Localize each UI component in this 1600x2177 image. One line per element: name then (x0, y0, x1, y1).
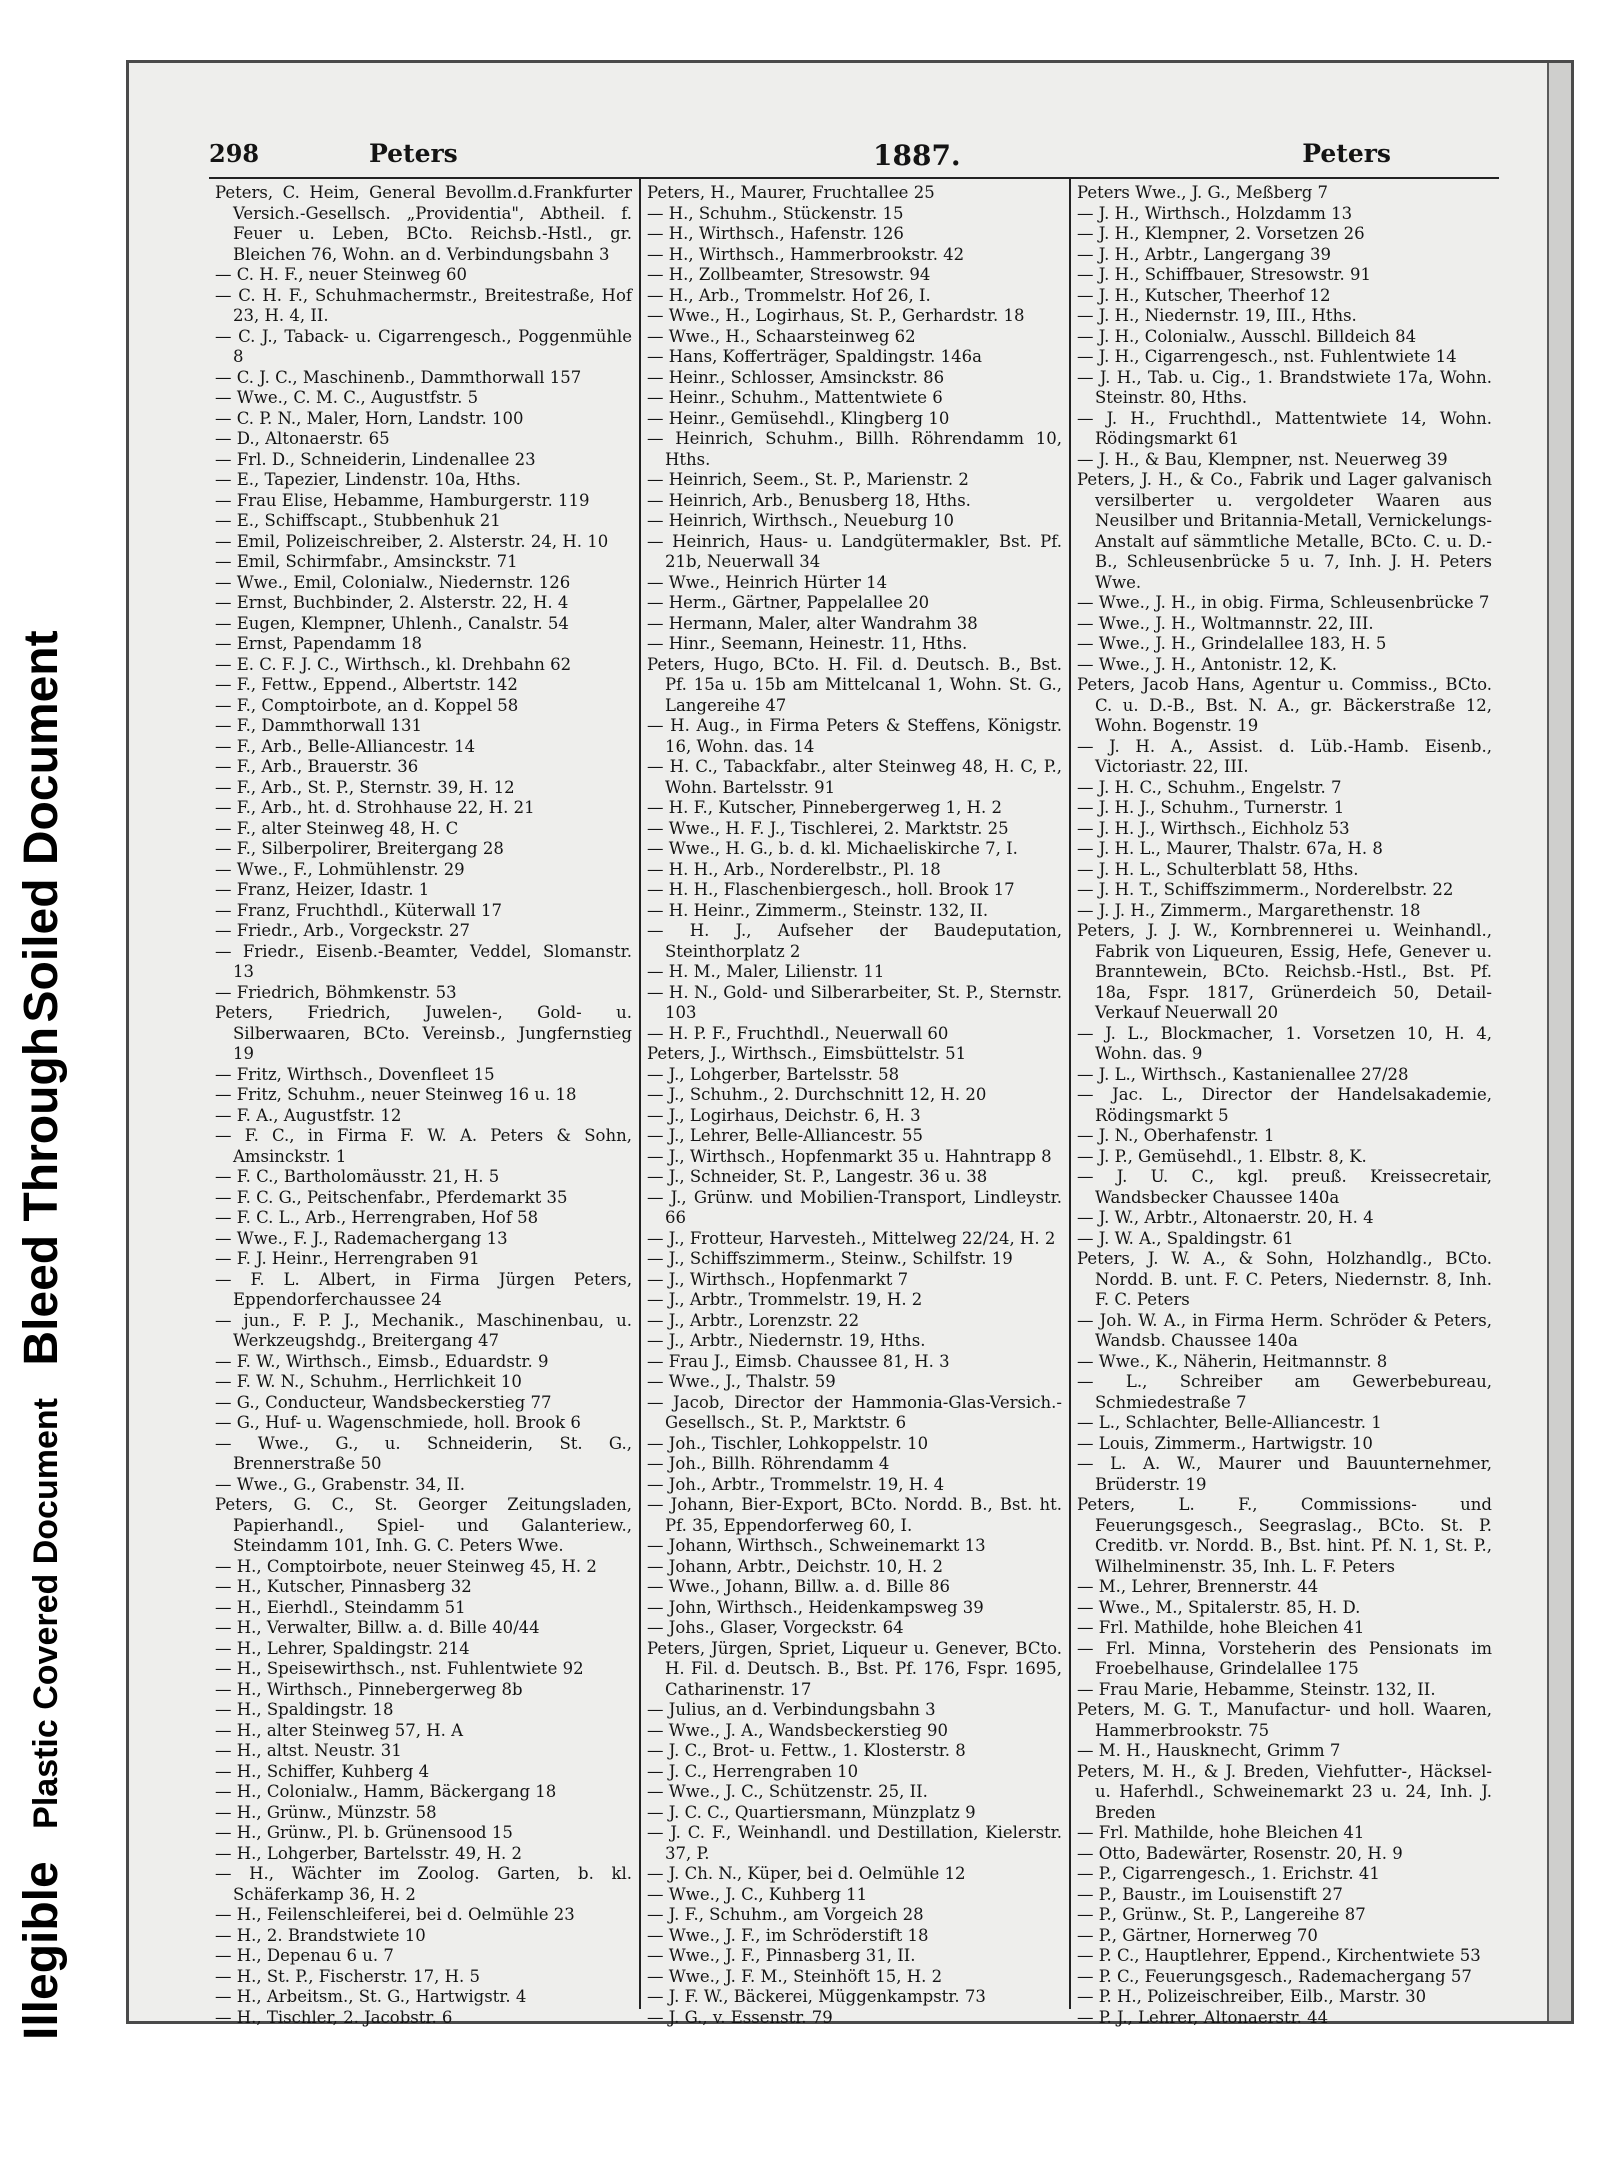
directory-entry: — H., Grünw., Münzstr. 58 (215, 1802, 437, 1822)
directory-entry: — Herm., Gärtner, Pappelallee 20 (647, 593, 930, 612)
directory-entry: — Ernst, Papendamm 18 (215, 634, 422, 653)
directory-entry: — H., Schiffer, Kuhberg 4 (215, 1761, 430, 1781)
directory-entry: — Wwe., Emil, Colonialw., Niedernstr. 126 (215, 572, 571, 592)
directory-entry: — F., Dammthorwall 131 (215, 716, 423, 735)
directory-entry: — J. C., Herrengraben 10 (647, 1761, 859, 1781)
directory-entry: — P., Gärtner, Hornerweg 70 (1077, 1925, 1318, 1945)
directory-entry: Peters, C. Heim, General Bevollm.d.Frankfurter Versich.-Gesellsch. „Providentia", Abtheil. f. Feuer u. Leben, BCto. Reichsb.-Hstl., gr. Bleichen 76, Wohn. an d. Verbindungsbahn 3 (215, 183, 632, 264)
directory-entry: — Joh., Arbtr., Trommelstr. 19, H. 4 (647, 1474, 945, 1494)
directory-entry: — Wwe., M., Spitalerstr. 85, H. D. (1077, 1597, 1361, 1617)
directory-entry: — J., Wirthsch., Hopfenmarkt 7 (647, 1269, 909, 1289)
directory-entry: — H., Wächter im Zoolog. Garten, b. kl. Schäferkamp 36, H. 2 (215, 1864, 632, 1904)
directory-entry: — Wwe., J., Thalstr. 59 (647, 1372, 836, 1391)
directory-entry: — J., Schiffszimmerm., Steinw., Schilfstr. 19 (647, 1249, 1013, 1268)
directory-entry: — M. H., Hausknecht, Grimm 7 (1077, 1741, 1341, 1760)
directory-entry: — H., Feilenschleiferei, bei d. Oelmühle 23 (215, 1905, 575, 1924)
directory-entry: — J., Lohgerber, Bartelsstr. 58 (647, 1064, 900, 1084)
directory-entry: — P., Baustr., im Louisenstift 27 (1077, 1884, 1343, 1904)
directory-entry: — L., Schreiber am Gewerbebureau, Schmiedestraße 7 (1077, 1372, 1492, 1412)
directory-entry: — Frl. Minna, Vorsteherin des Pensionats im Froebelhause, Grindelallee 175 (1077, 1638, 1492, 1678)
directory-entry: — Wwe., Heinrich Hürter 14 (647, 572, 888, 592)
directory-entry: — P. J., Lehrer, Altonaerstr. 44 (1077, 2007, 1329, 2027)
directory-entry: — Joh. W. A., in Firma Herm. Schröder & Peters, Wandsb. Chaussee 140a (1077, 1310, 1492, 1350)
directory-entry: — F. C. G., Peitschenfabr., Pferdemarkt 35 (215, 1187, 568, 1207)
directory-entry: — F. A., Augustfstr. 12 (215, 1105, 402, 1125)
directory-entry: — Wwe., J. F., Pinnasberg 31, II. (647, 1946, 916, 1965)
directory-entry: — J., Arbtr., Niedernstr. 19, Hths. (647, 1331, 926, 1350)
directory-entry: — J. L., Wirthsch., Kastanienallee 27/28 (1077, 1064, 1409, 1084)
directory-entry: — Heinr., Gemüsehdl., Klingberg 10 (647, 408, 950, 428)
directory-entry: — Emil, Schirmfabr., Amsinckstr. 71 (215, 552, 518, 571)
directory-entry: — J. H. L., Schulterblatt 58, Hths. (1077, 859, 1359, 879)
side-stamp (0, 0, 118, 2177)
directory-entry: — F. C., in Firma F. W. A. Peters & Sohn, Amsinckstr. 1 (215, 1126, 632, 1166)
directory-entry: — J., Logirhaus, Deichstr. 6, H. 3 (647, 1105, 921, 1125)
directory-entry: — F., Arb., St. P., Sternstr. 39, H. 12 (215, 777, 515, 797)
right-keyword: Peters (1302, 139, 1391, 168)
directory-entry: — Heinrich, Seem., St. P., Marienstr. 2 (647, 470, 969, 489)
directory-entry: — H., Lehrer, Spaldingstr. 214 (215, 1638, 470, 1658)
directory-entry: — Friedr., Arb., Vorgeckstr. 27 (215, 921, 471, 940)
directory-entry: — H. P. F., Fruchthdl., Neuerwall 60 (647, 1023, 949, 1043)
directory-entry: — H., 2. Brandstwiete 10 (215, 1925, 426, 1945)
directory-entry: — Otto, Badewärter, Rosenstr. 20, H. 9 (1077, 1843, 1403, 1863)
stamp-illegible: Illegible (15, 1861, 68, 2040)
directory-entry: Peters, G. C., St. Georger Zeitungsladen, Papierhandl., Spiel- und Galanteriew., Steindamm 101, Inh. G. C. Peters Wwe. (215, 1495, 632, 1555)
directory-entry: — J. H., Kutscher, Theerhof 12 (1077, 285, 1331, 305)
column-left (209, 179, 639, 2027)
directory-entry: — Heinrich, Haus- u. Landgütermakler, Bst. Pf. 21b, Neuerwall 34 (647, 531, 1062, 571)
directory-entry: — E. C. F. J. C., Wirthsch., kl. Drehbahn 62 (215, 654, 572, 674)
directory-entry: — H. H., Arb., Norderelbstr., Pl. 18 (647, 859, 941, 879)
directory-entry: — Frl. Mathilde, hohe Bleichen 41 (1077, 1823, 1365, 1842)
directory-entry: — Heinrich, Schuhm., Billh. Röhrendamm 10, Hths. (647, 429, 1062, 469)
directory-entry: — F. W., Wirthsch., Eimsb., Eduardstr. 9 (215, 1351, 549, 1371)
directory-entry: — P. C., Hauptlehrer, Eppend., Kirchentwiete 53 (1077, 1946, 1481, 1965)
directory-entry: — Emil, Polizeischreiber, 2. Alsterstr. 24, H. 10 (215, 531, 609, 551)
directory-entry: — Wwe., F. J., Rademachergang 13 (215, 1228, 508, 1248)
directory-entry: — J. H. A., Assist. d. Lüb.-Hamb. Eisenb., Victoriastr. 22, III. (1077, 736, 1492, 776)
directory-entry: — Frau Elise, Hebamme, Hamburgerstr. 119 (215, 490, 590, 510)
directory-entry: — P. H., Polizeischreiber, Eilb., Marstr. 30 (1077, 1987, 1427, 2006)
directory-entry: — F., Comptoirbote, an d. Koppel 58 (215, 695, 519, 715)
directory-entry: — John, Wirthsch., Heidenkampsweg 39 (647, 1597, 984, 1617)
directory-entry: — H. C., Tabackfabr., alter Steinweg 48, H. C, P., Wohn. Bartelsstr. 91 (647, 757, 1062, 797)
directory-columns (209, 177, 1499, 2027)
directory-entry: — Julius, an d. Verbindungsbahn 3 (647, 1700, 936, 1719)
directory-entry: — J. C. C., Quartiersmann, Münzplatz 9 (647, 1802, 976, 1822)
directory-entry: Peters, Friedrich, Juwelen-, Gold- u. Silberwaaren, BCto. Vereinsb., Jungfernstieg 19 (215, 1003, 632, 1063)
side-stamp-text (14, 40, 69, 2040)
directory-entry: — H. Aug., in Firma Peters & Steffens, Königstr. 16, Wohn. das. 14 (647, 716, 1062, 756)
directory-entry: — C. H. F., Schuhmachermstr., Breitestraße, Hof 23, H. 4, II. (215, 285, 632, 325)
directory-entry: — Joh., Tischler, Lohkoppelstr. 10 (647, 1433, 929, 1453)
directory-entry: — J. H. L., Maurer, Thalstr. 67a, H. 8 (1077, 839, 1383, 858)
directory-entry: — H., Comptoirbote, neuer Steinweg 45, H. 2 (215, 1556, 597, 1576)
directory-entry: — F. J. Heinr., Herrengraben 91 (215, 1249, 480, 1268)
directory-entry: — Fritz, Wirthsch., Dovenfleet 15 (215, 1064, 495, 1084)
directory-entry: — Frau Marie, Hebamme, Steinstr. 132, II. (1077, 1679, 1436, 1699)
directory-entry: — Joh., Billh. Röhrendamm 4 (647, 1454, 890, 1473)
directory-entry: — H. J., Aufseher der Baudeputation, Steinthorplatz 2 (647, 921, 1062, 961)
directory-entry: — H. M., Maler, Lilienstr. 11 (647, 962, 885, 981)
directory-entry: Peters, J. W. A., & Sohn, Holzhandlg., BCto. Nordd. B. unt. F. C. Peters, Niedernstr. 8, Inh. F. C. Peters (1077, 1249, 1492, 1309)
directory-entry: — Johann, Arbtr., Deichstr. 10, H. 2 (647, 1556, 943, 1576)
directory-entry: — Wwe., F., Lohmühlenstr. 29 (215, 859, 465, 879)
directory-entry: — H., Wirthsch., Pinnebergerweg 8b (215, 1679, 523, 1699)
directory-entry: — H. N., Gold- und Silberarbeiter, St. P., Sternstr. 103 (647, 982, 1062, 1022)
directory-entry: Peters, J., Wirthsch., Eimsbüttelstr. 51 (647, 1044, 967, 1063)
directory-entry: — J., Wirthsch., Hopfenmarkt 35 u. Hahntrapp 8 (647, 1146, 1052, 1166)
column-right (1069, 179, 1499, 2027)
directory-entry: — J., Grünw. und Mobilien-Transport, Lindleystr. 66 (647, 1187, 1062, 1227)
running-header (209, 139, 1511, 179)
directory-entry: — F. C., Bartholomäusstr. 21, H. 5 (215, 1167, 500, 1186)
directory-entry: — C. J., Taback- u. Cigarrengesch., Poggenmühle 8 (215, 326, 632, 366)
directory-entry: — H., Wirthsch., Hafenstr. 126 (647, 224, 904, 243)
directory-entry: — J. H., Arbtr., Langergang 39 (1077, 244, 1331, 264)
directory-entry: — Louis, Zimmerm., Hartwigstr. 10 (1077, 1433, 1373, 1453)
directory-entry: — Wwe., J. C., Kuhberg 11 (647, 1884, 868, 1904)
directory-entry: — H., Spaldingstr. 18 (215, 1700, 394, 1719)
directory-entry: — H., Depenau 6 u. 7 (215, 1946, 394, 1965)
directory-entry: — H., Wirthsch., Hammerbrookstr. 42 (647, 244, 965, 264)
directory-entry: — D., Altonaerstr. 65 (215, 429, 390, 448)
directory-entry: — Wwe., J. F., im Schröderstift 18 (647, 1925, 929, 1945)
directory-entry: — E., Schiffscapt., Stubbenhuk 21 (215, 511, 501, 530)
directory-entry: — Wwe., H. G., b. d. kl. Michaeliskirche 7, I. (647, 839, 1018, 858)
directory-entry: — J., Schuhm., 2. Durchschnitt 12, H. 20 (647, 1085, 987, 1104)
directory-entry: — J. H. C., Schuhm., Engelstr. 7 (1077, 777, 1342, 797)
directory-entry: — F., Arb., ht. d. Strohhause 22, H. 21 (215, 798, 535, 817)
directory-entry: — H., Schuhm., Stückenstr. 15 (647, 203, 904, 223)
directory-entry: — Jacob, Director der Hammonia-Glas-Versich.-Gesellsch., St. P., Marktstr. 6 (647, 1392, 1062, 1432)
directory-entry: — C. H. F., neuer Steinweg 60 (215, 265, 467, 284)
directory-entry: — J. H., Schiffbauer, Stresowstr. 91 (1077, 265, 1371, 284)
directory-entry: Peters, Jürgen, Spriet, Liqueur u. Genever, BCto. H. Fil. d. Deutsch. B., Bst. Pf. 176, Fspr. 1695, Catharinenstr. 17 (647, 1638, 1062, 1699)
directory-entry: — J. C. F., Weinhandl. und Destillation, Kielerstr. 37, P. (647, 1823, 1062, 1863)
directory-entry: — H., Speisewirthsch., nst. Fuhlentwiete 92 (215, 1659, 584, 1678)
directory-entry: — F. L. Albert, in Firma Jürgen Peters, Eppendorferchaussee 24 (215, 1269, 632, 1309)
year-heading: 1887. (873, 139, 961, 172)
directory-entry: — P., Grünw., St. P., Langereihe 87 (1077, 1905, 1366, 1924)
directory-entry: — J. H., Niedernstr. 19, III., Hths. (1077, 306, 1357, 325)
directory-entry: — Franz, Fruchthdl., Küterwall 17 (215, 900, 503, 920)
directory-entry: — Heinrich, Arb., Benusberg 18, Hths. (647, 490, 971, 510)
directory-entry: — J. P., Gemüsehdl., 1. Elbstr. 8, K. (1077, 1146, 1367, 1166)
directory-entry: — Frau J., Eimsb. Chaussee 81, H. 3 (647, 1351, 950, 1371)
directory-entry: — J. U. C., kgl. preuß. Kreissecretair, Wandsbecker Chaussee 140a (1077, 1167, 1492, 1207)
directory-entry: — Wwe., J. F. M., Steinhöft 15, H. 2 (647, 1966, 943, 1986)
directory-entry: — J. F. W., Bäckerei, Müggenkampstr. 73 (647, 1987, 986, 2006)
directory-entry: — G., Huf- u. Wagenschmiede, holl. Brook 6 (215, 1413, 581, 1432)
directory-entry: — H., Verwalter, Billw. a. d. Bille 40/44 (215, 1618, 540, 1637)
directory-entry: — C. J. C., Maschinenb., Dammthorwall 157 (215, 367, 582, 387)
directory-entry: Peters, J. H., & Co., Fabrik und Lager galvanisch versilberter u. vergoldeter Waaren aus Neusilber und Britannia-Metall, Vernickelungs-Anstalt auf sämmtliche Metalle, BCto. C. u. D.-B., Schleusenbrücke 5 u. 7, Inh. J. H. Peters Wwe. (1077, 470, 1492, 592)
directory-entry: — H., altst. Neustr. 31 (215, 1741, 402, 1760)
directory-entry: — J. G., v. Essenstr. 79 (647, 2007, 833, 2027)
stamp-plastic-covered: Plastic Covered Document (27, 1398, 65, 1829)
directory-entry: — J., Schneider, St. P., Langestr. 36 u. 38 (647, 1167, 988, 1186)
directory-entry: — H., alter Steinweg 57, H. A (215, 1720, 464, 1740)
directory-entry: — F., Arb., Brauerstr. 36 (215, 757, 419, 776)
directory-entry: — J. H., Tab. u. Cig., 1. Brandstwiete 17a, Wohn. Steinstr. 80, Hths. (1077, 367, 1492, 407)
directory-entry: — F. W. N., Schuhm., Herrlichkeit 10 (215, 1372, 522, 1391)
directory-entry: — H. F., Kutscher, Pinnebergerweg 1, H. 2 (647, 798, 1003, 817)
directory-entry: — J. W. A., Spaldingstr. 61 (1077, 1228, 1294, 1248)
directory-entry: — J. H., Wirthsch., Holzdamm 13 (1077, 203, 1353, 223)
stamp-soiled-document: Soiled Document (15, 630, 68, 1023)
directory-entry: — J. W., Arbtr., Altonaerstr. 20, H. 4 (1077, 1208, 1374, 1227)
directory-entry: — Wwe., H., Schaarsteinweg 62 (647, 326, 916, 346)
page-number: 298 (209, 139, 260, 168)
directory-entry: — Friedr., Eisenb.-Beamter, Veddel, Slomanstr. 13 (215, 941, 632, 981)
directory-entry: — Heinr., Schuhm., Mattentwiete 6 (647, 388, 943, 407)
directory-entry: — J. H., Colonialw., Ausschl. Billdeich 84 (1077, 326, 1417, 346)
directory-entry: — Johann, Bier-Export, BCto. Nordd. B., Bst. ht. Pf. 35, Eppendorferweg 60, I. (647, 1495, 1062, 1535)
directory-entry: — J. H. J., Schuhm., Turnerstr. 1 (1077, 798, 1345, 817)
directory-entry: — J. F., Schuhm., am Vorgeich 28 (647, 1905, 924, 1924)
directory-entry: — J. H., Fruchthdl., Mattentwiete 14, Wohn. Rödingsmarkt 61 (1077, 408, 1492, 448)
directory-entry: — Wwe., K., Näherin, Heitmannstr. 8 (1077, 1351, 1388, 1371)
directory-entry: — G., Conducteur, Wandsbeckerstieg 77 (215, 1392, 552, 1412)
directory-entry: — Wwe., J. H., Woltmannstr. 22, III. (1077, 613, 1374, 633)
directory-entry: Peters, J. J. W., Kornbrennerei u. Weinhandl., Fabrik von Liqueuren, Essig, Hefe, Genever u. Branntewein, BCto. Reichsb.-Hstl., Bst. Pf. 18a, Fspr. 1817, Grünerdeich 50, Detail-Verkauf Neuerwall 20 (1077, 921, 1492, 1022)
directory-entry: — Friedrich, Böhmkenstr. 53 (215, 982, 457, 1002)
directory-entry: — Wwe., J. H., Antonistr. 12, K. (1077, 654, 1338, 674)
directory-entry: — J., Frotteur, Harvesteh., Mittelweg 22/24, H. 2 (647, 1228, 1056, 1248)
directory-entry: — Wwe., G., u. Schneiderin, St. G., Brennerstraße 50 (215, 1433, 632, 1473)
directory-entry: — Eugen, Klempner, Uhlenh., Canalstr. 54 (215, 613, 569, 633)
directory-entry: — Wwe., Johann, Billw. a. d. Bille 86 (647, 1577, 951, 1596)
directory-entry: Peters, Hugo, BCto. H. Fil. d. Deutsch. B., Bst. Pf. 15a u. 15b am Mittelcanal 1, Wohn. St. G., Langereihe 47 (647, 654, 1062, 715)
directory-entry: — L. A. W., Maurer und Bauunternehmer, Brüderstr. 19 (1077, 1454, 1492, 1494)
directory-entry: — H., Grünw., Pl. b. Grünensood 15 (215, 1823, 513, 1842)
directory-entry: — Frl. Mathilde, hohe Bleichen 41 (1077, 1618, 1365, 1637)
directory-entry: — J., Arbtr., Trommelstr. 19, H. 2 (647, 1290, 923, 1309)
directory-entry: — Hermann, Maler, alter Wandrahm 38 (647, 613, 978, 633)
directory-entry: Peters, H., Maurer, Fruchtallee 25 (647, 183, 935, 202)
directory-entry: — H., St. P., Fischerstr. 17, H. 5 (215, 1966, 481, 1986)
directory-entry: — Fritz, Schuhm., neuer Steinweg 16 u. 18 (215, 1085, 577, 1104)
directory-entry: — jun., F. P. J., Mechanik., Maschinenbau, u. Werkzeugshdg., Breitergang 47 (215, 1310, 632, 1350)
directory-entry: — Johs., Glaser, Vorgeckstr. 64 (647, 1618, 904, 1637)
directory-entry: — F., alter Steinweg 48, H. C (215, 818, 459, 838)
directory-entry: — J. L., Blockmacher, 1. Vorsetzen 10, H. 4, Wohn. das. 9 (1077, 1023, 1492, 1063)
directory-entry: — M., Lehrer, Brennerstr. 44 (1077, 1577, 1319, 1596)
directory-entry: — H., Zollbeamter, Stresowstr. 94 (647, 265, 931, 284)
directory-entry: — J. H. T., Schiffszimmerm., Norderelbstr. 22 (1077, 880, 1454, 899)
directory-entry: — E., Tapezier, Lindenstr. 10a, Hths. (215, 470, 521, 489)
directory-entry: — H. Heinr., Zimmerm., Steinstr. 132, II. (647, 900, 989, 920)
directory-entry: — Ernst, Buchbinder, 2. Alsterstr. 22, H. 4 (215, 593, 569, 612)
directory-entry: — J. H., Klempner, 2. Vorsetzen 26 (1077, 224, 1365, 243)
directory-entry: — Heinrich, Wirthsch., Neueburg 10 (647, 511, 954, 530)
directory-entry: — F., Silberpolirer, Breitergang 28 (215, 839, 504, 858)
directory-entry: — Franz, Heizer, Idastr. 1 (215, 880, 430, 899)
directory-entry: — F. C. L., Arb., Herrengraben, Hof 58 (215, 1208, 539, 1227)
stamp-bleed-through: Bleed Through (15, 1026, 68, 1366)
directory-entry: — H., Arbeitsm., St. G., Hartwigstr. 4 (215, 1987, 527, 2006)
directory-entry: — Wwe., J. C., Schützenstr. 25, II. (647, 1782, 928, 1801)
left-keyword: Peters (369, 139, 458, 168)
directory-entry: — H., Kutscher, Pinnasberg 32 (215, 1577, 472, 1596)
directory-entry: — Frl. D., Schneiderin, Lindenallee 23 (215, 449, 536, 469)
directory-entry: Peters, M. G. T., Manufactur- und holl. Waaren, Hammerbrookstr. 75 (1077, 1700, 1492, 1740)
directory-entry: — Wwe., J. H., Grindelallee 183, H. 5 (1077, 634, 1387, 653)
directory-entry: — Hans, Kofferträger, Spaldingstr. 146a (647, 347, 982, 366)
directory-entry: — Wwe., G., Grabenstr. 34, II. (215, 1474, 465, 1494)
directory-entry: — J. N., Oberhafenstr. 1 (1077, 1126, 1275, 1145)
directory-entry: — Wwe., J. A., Wandsbeckerstieg 90 (647, 1720, 948, 1740)
directory-entry: — H., Colonialw., Hamm, Bäckergang 18 (215, 1782, 557, 1801)
directory-entry: — J. H., Cigarrengesch., nst. Fuhlentwiete 14 (1077, 347, 1457, 366)
directory-entry: — L., Schlachter, Belle-Alliancestr. 1 (1077, 1413, 1382, 1432)
directory-entry: — P., Cigarrengesch., 1. Erichstr. 41 (1077, 1864, 1380, 1883)
directory-entry: — F., Arb., Belle-Alliancestr. 14 (215, 736, 476, 756)
directory-entry: — H., Arb., Trommelstr. Hof 26, I. (647, 285, 931, 305)
directory-entry: — H., Eierhdl., Steindamm 51 (215, 1597, 466, 1617)
directory-entry: — J. H. J., Wirthsch., Eichholz 53 (1077, 818, 1350, 838)
directory-entry: Peters, M. H., & J. Breden, Viehfutter-, Häcksel- u. Haferhdl., Schweinemarkt 23 u. 24, Inh. J. Breden (1077, 1761, 1492, 1822)
directory-entry: — H., Tischler, 2. Jacobstr. 6 (215, 2007, 453, 2027)
directory-entry: — J., Arbtr., Lorenzstr. 22 (647, 1310, 860, 1330)
directory-entry: — J., Lehrer, Belle-Alliancestr. 55 (647, 1126, 924, 1145)
directory-entry: Peters, Jacob Hans, Agentur u. Commiss., BCto. C. u. D.-B., Bst. N. A., gr. Bäckerstraße 12, Wohn. Bogenstr. 19 (1077, 675, 1492, 735)
column-middle (639, 179, 1069, 2027)
directory-entry: — Jac. L., Director der Handelsakademie, Rödingsmarkt 5 (1077, 1085, 1492, 1125)
directory-entry: — Wwe., H. F. J., Tischlerei, 2. Marktstr. 25 (647, 818, 1009, 838)
directory-entry: Peters Wwe., J. G., Meßberg 7 (1077, 183, 1329, 202)
directory-entry: — J. C., Brot- u. Fettw., 1. Klosterstr. 8 (647, 1741, 966, 1760)
directory-entry: — C. P. N., Maler, Horn, Landstr. 100 (215, 408, 524, 428)
directory-entry: — P. C., Feuerungsgesch., Rademachergang 57 (1077, 1966, 1472, 1986)
page-edge (1547, 63, 1571, 2021)
directory-entry: — Wwe., H., Logirhaus, St. P., Gerhardstr. 18 (647, 306, 1025, 325)
directory-entry: — F., Fettw., Eppend., Albertstr. 142 (215, 675, 518, 694)
scanned-page (126, 60, 1574, 2027)
directory-entry: — Wwe., J. H., in obig. Firma, Schleusenbrücke 7 (1077, 593, 1490, 612)
directory-entry: Peters, L. F., Commissions- und Feuerungsgesch., Seegraslag., BCto. St. P. Creditb. vr. Nordd. B., Bst. hint. Pf. N. 1, St. P., Wilhelminenstr. 35, Inh. L. F. Peters (1077, 1495, 1492, 1576)
directory-entry: — J. H., & Bau, Klempner, nst. Neuerweg 39 (1077, 449, 1448, 469)
directory-entry: — J. J. H., Zimmerm., Margarethenstr. 18 (1077, 900, 1421, 920)
directory-entry: — Hinr., Seemann, Heinestr. 11, Hths. (647, 634, 968, 653)
directory-entry: — Heinr., Schlosser, Amsinckstr. 86 (647, 367, 945, 387)
directory-entry: — Wwe., C. M. C., Augustfstr. 5 (215, 388, 479, 407)
directory-entry: — Johann, Wirthsch., Schweinemarkt 13 (647, 1536, 986, 1555)
directory-entry: — J. Ch. N., Küper, bei d. Oelmühle 12 (647, 1864, 966, 1883)
directory-entry: — H. H., Flaschenbiergesch., holl. Brook 17 (647, 880, 1015, 899)
directory-entry: — H., Lohgerber, Bartelsstr. 49, H. 2 (215, 1843, 523, 1863)
